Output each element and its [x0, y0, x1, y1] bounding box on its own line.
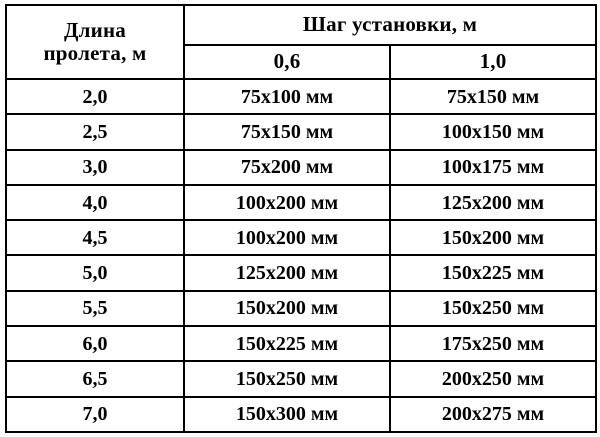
- header-span-length: [6, 5, 184, 79]
- cell-size-0-6: 150х300 мм: [184, 397, 390, 432]
- cell-size-0-6: 100х200 мм: [184, 185, 390, 220]
- cell-size-0-6: 150х225 мм: [184, 326, 390, 361]
- table-row: [6, 150, 596, 185]
- cell-size-0-6: 100х200 мм: [184, 220, 390, 255]
- cell-span: 7,0: [6, 397, 184, 432]
- table-row: [6, 185, 596, 220]
- cell-size-1-0: 150х250 мм: [390, 291, 596, 326]
- cell-size-0-6: 125х200 мм: [184, 255, 390, 290]
- cell-size-1-0: 100х150 мм: [390, 114, 596, 149]
- cell-size-1-0: 200х275 мм: [390, 397, 596, 432]
- cell-size-0-6: 150х200 мм: [184, 291, 390, 326]
- header-installation-step: Шаг установки, м: [184, 5, 596, 45]
- cell-span: 6,5: [6, 361, 184, 396]
- table-body: [6, 79, 596, 432]
- table-header: [6, 5, 596, 79]
- cell-size-0-6: 75х150 мм: [184, 114, 390, 149]
- header-span-length-line1: Длина: [64, 17, 126, 42]
- table-row: [6, 114, 596, 149]
- cell-size-1-0: 200х250 мм: [390, 361, 596, 396]
- table-row: [6, 397, 596, 432]
- cell-span: 4,5: [6, 220, 184, 255]
- header-span-length-line2: пролета, м: [43, 41, 147, 65]
- cell-size-1-0: 150х225 мм: [390, 255, 596, 290]
- header-row-top: [6, 5, 596, 45]
- cell-size-1-0: 75х150 мм: [390, 79, 596, 114]
- cell-span: 5,5: [6, 291, 184, 326]
- cell-size-1-0: 175х250 мм: [390, 326, 596, 361]
- cell-span: 5,0: [6, 255, 184, 290]
- cell-size-0-6: 150х250 мм: [184, 361, 390, 396]
- cell-size-1-0: 150х200 мм: [390, 220, 596, 255]
- cell-size-0-6: 75х100 мм: [184, 79, 390, 114]
- table-row: [6, 220, 596, 255]
- cell-span: 6,0: [6, 326, 184, 361]
- cell-span: 4,0: [6, 185, 184, 220]
- table-row: [6, 326, 596, 361]
- cell-size-1-0: 125х200 мм: [390, 185, 596, 220]
- cell-size-0-6: 75х200 мм: [184, 150, 390, 185]
- cell-span: 2,0: [6, 79, 184, 114]
- cell-span: 3,0: [6, 150, 184, 185]
- beam-size-table: [5, 4, 597, 433]
- header-step-0-6: 0,6: [184, 45, 390, 79]
- table-row: [6, 361, 596, 396]
- header-step-1-0: 1,0: [390, 45, 596, 79]
- table-row: [6, 79, 596, 114]
- cell-span: 2,5: [6, 114, 184, 149]
- cell-size-1-0: 100х175 мм: [390, 150, 596, 185]
- table-row: [6, 291, 596, 326]
- table-row: [6, 255, 596, 290]
